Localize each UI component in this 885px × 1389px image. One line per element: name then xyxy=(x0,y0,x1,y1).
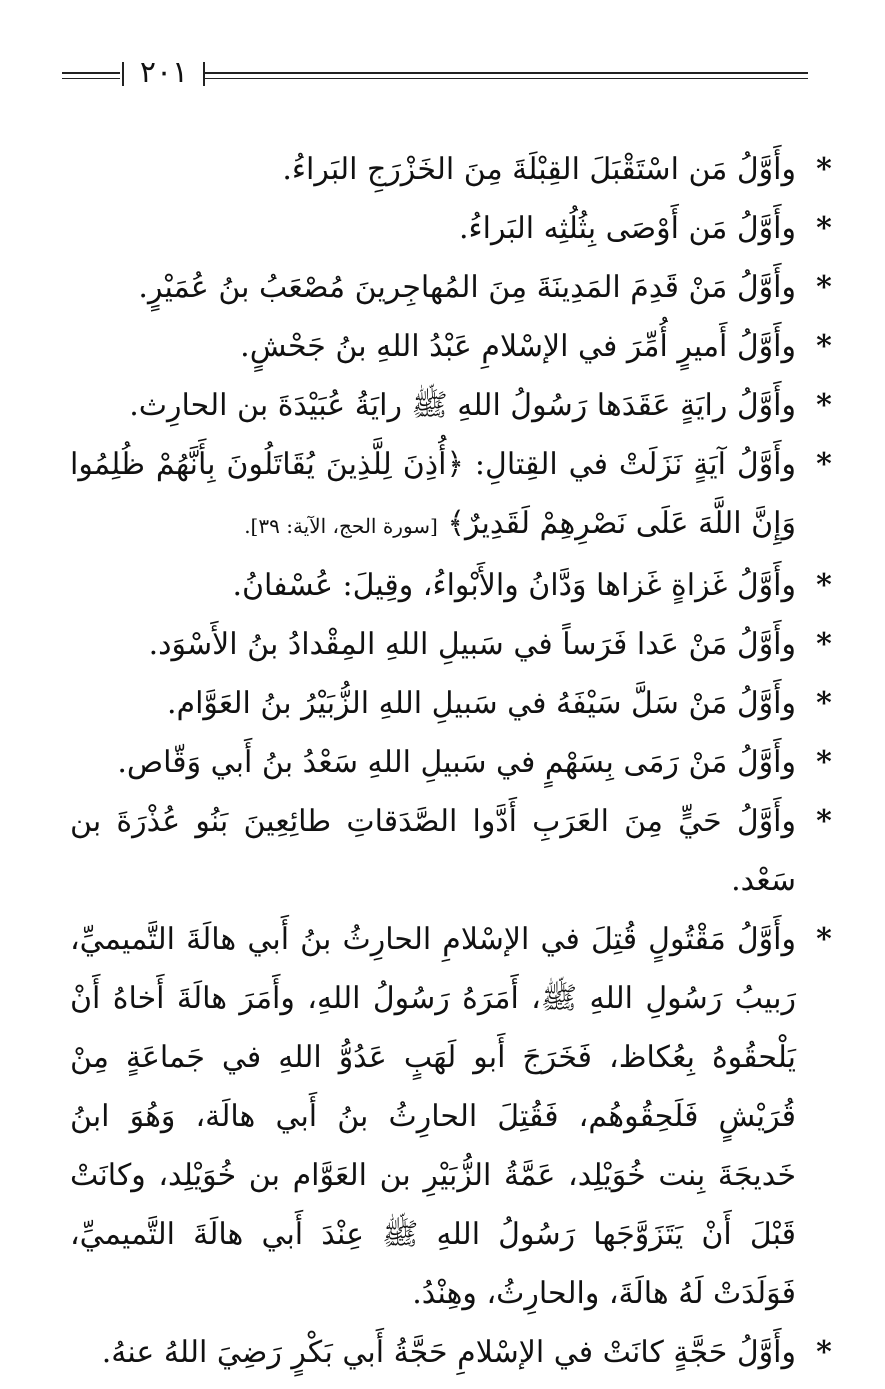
list-item xyxy=(70,199,842,258)
item-text: وأَوَّلُ مَن أَوْصَى بِثُلُثِه البَراءُ. xyxy=(459,211,796,246)
page-number: ٢٠١ xyxy=(139,55,189,90)
bullet-star: * xyxy=(816,627,832,662)
page-body xyxy=(70,140,842,1382)
item-text: وأَوَّلُ حَجَّةٍ كانَتْ في الإسْلامِ حَجَّةُ أَبي بَكْرٍ رَضِيَ اللهُ عنهُ. xyxy=(101,1335,796,1370)
list-item xyxy=(70,435,842,556)
quran-citation: [سورة الحج، الآية: ٣٩]. xyxy=(244,514,438,538)
bullet-star: * xyxy=(816,270,832,305)
header-rule-right xyxy=(205,72,808,79)
item-text: وأَوَّلُ آيَةٍ نَزَلَتْ في القِتالِ: ﴿أُذِنَ لِلَّذِينَ يُقَاتَلُونَ بِأَنَّهُمْ ظُلِمُوا وَإِنَّ اللَّهَ عَلَى نَصْرِهِمْ لَقَدِيرٌ﴾ xyxy=(70,447,796,541)
bullet-star: * xyxy=(816,745,832,780)
bullet-star: * xyxy=(816,152,832,187)
list-item xyxy=(70,140,842,199)
item-text: وأَوَّلُ حَيٍّ مِنَ العَرَبِ أَدَّوا الصَّدَقاتِ طائِعِينَ بَنُو عُذْرَةَ بن سَعْد. xyxy=(70,804,796,898)
list-item xyxy=(70,910,842,1323)
item-text: وأَوَّلُ أَميرٍ أُمِّرَ في الإسْلامِ عَبْدُ اللهِ بنُ جَحْشٍ. xyxy=(240,329,796,364)
bullet-star: * xyxy=(816,1335,832,1370)
item-text: وأَوَّلُ مَن اسْتَقْبَلَ القِبْلَةَ مِنَ الخَزْرَجِ البَراءُ. xyxy=(282,152,796,187)
list-item xyxy=(70,376,842,435)
item-text: وأَوَّلُ مَقْتُولٍ قُتِلَ في الإسْلامِ الحارِثُ بنُ أَبي هالَةَ التَّميميِّ، رَبيبُ رَسُولِ اللهِ ﷺ، أَمَرَهُ رَسُولُ اللهِ، وأَمَرَ هالَةَ أَخاهُ أَنْ يَلْحقُوهُ بِعُكاظ، فَخَرَجَ أَبو لَهَبٍ عَدُوُّ اللهِ في جَماعَةٍ مِنْ قُرَيْشٍ فَلَحِقُوهُم، فَقُتِلَ الحارِثُ بنُ أَبي هالَة، وَهُوَ ابنُ خَديجَةَ بِنت خُوَيْلِد، عَمَّةُ الزُّبَيْرِ بن العَوَّام بن خُوَيْلِد، وكانَتْ قَبْلَ أَنْ يَتَزَوَّجَها رَسُولُ اللهِ ﷺ عِنْدَ أَبي هالَةَ التَّميميِّ، فَوَلَدَتْ لَهُ هالَةَ، والحارِثُ، وهِنْدُ. xyxy=(70,922,796,1311)
bullet-star: * xyxy=(816,686,832,721)
bullet-star: * xyxy=(816,922,832,957)
bullet-star: * xyxy=(816,388,832,423)
item-text: وأَوَّلُ غَزاةٍ غَزاها وَدَّانُ والأَبْواءُ، وقِيلَ: عُسْفانُ. xyxy=(232,568,796,603)
bullet-star: * xyxy=(816,568,832,603)
list-item xyxy=(70,1323,842,1382)
bullet-star: * xyxy=(816,447,832,482)
list-item xyxy=(70,615,842,674)
bullet-star: * xyxy=(816,804,832,839)
list-item xyxy=(70,674,842,733)
item-text: وأَوَّلُ رايَةٍ عَقَدَها رَسُولُ اللهِ ﷺ رايَةُ عُبَيْدَةَ بن الحارِث. xyxy=(129,388,796,423)
list-item xyxy=(70,556,842,615)
item-text: وأَوَّلُ مَنْ عَدا فَرَساً في سَبيلِ اللهِ المِقْدادُ بنُ الأَسْوَد. xyxy=(148,627,796,662)
bullet-star: * xyxy=(816,329,832,364)
list-item xyxy=(70,792,842,910)
header-rule-left xyxy=(62,72,120,79)
list-item xyxy=(70,258,842,317)
list-item xyxy=(70,317,842,376)
bullet-star: * xyxy=(816,211,832,246)
item-text: وأَوَّلُ مَنْ رَمَى بِسَهْمٍ في سَبيلِ اللهِ سَعْدُ بنُ أَبي وَقّاص. xyxy=(117,745,796,780)
page-header xyxy=(62,55,808,92)
item-text: وأَوَّلُ مَنْ قَدِمَ المَدِينَةَ مِنَ المُهاجِرينَ مُصْعَبُ بنُ عُمَيْرٍ. xyxy=(138,270,796,305)
list-item xyxy=(70,733,842,792)
item-text: وأَوَّلُ مَنْ سَلَّ سَيْفَهُ في سَبيلِ اللهِ الزُّبَيْرُ بنُ العَوَّام. xyxy=(166,686,796,721)
